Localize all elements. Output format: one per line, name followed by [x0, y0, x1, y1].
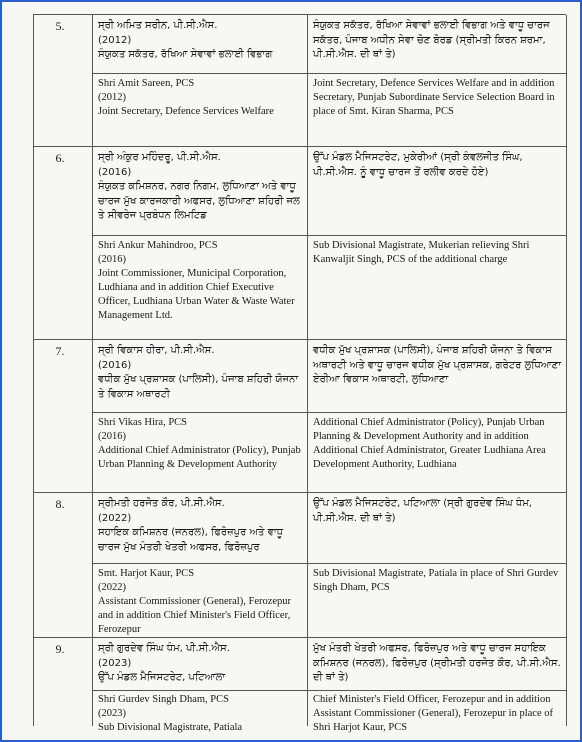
entry-number: 6. [55, 151, 65, 165]
english-current-posting: Shri Vikas Hira, PCS (2016) Additional Chief Administrator (Policy), Punjab Urban Planning & Development Authority [98, 417, 301, 470]
english-current-posting: Shri Gurdev Singh Dham, PCS (2023) Sub Divisional Magistrate, Patiala [98, 694, 243, 733]
punjabi-new-posting: ਉੱਪ ਮੰਡਲ ਮੈਜਿਸਟਰੇਟ, ਪਟਿਆਲਾ (ਸ੍ਰੀ ਗੁਰਦੇਵ ਸਿੰਘ ਧੰਮ, ਪੀ.ਸੀ.ਐਸ. ਦੀ ਥਾਂ ਤੇ) [313, 498, 532, 524]
entry-number: 9. [55, 642, 65, 656]
punjabi-new-posting: ਵਧੀਕ ਮੁੱਖ ਪ੍ਰਸ਼ਾਸਕ (ਪਾਲਿਸੀ), ਪੰਜਾਬ ਸ਼ਹਿਰੀ ਯੋਜਨਾ ਤੇ ਵਿਕਾਸ ਅਥਾਰਟੀ ਅਤੇ ਵਾਧੂ ਚਾਰਜ ਵਧੀਕ ਮੁੱਖ ਪ੍ਰਸ਼ਾਸਕ, ਗਰੇਟਰ ਲੁਧਿਆਣਾ ਏਰੀਆ ਵਿਕਾਸ ਅਥਾਰਟੀ, ਲੁਧਿਆਣਾ [313, 345, 562, 385]
table-row [34, 147, 567, 340]
english-current-posting: Smt. Harjot Kaur, PCS (2022) Assistant Commissioner (General), Ferozepur and in addition Chief Minister's Field Officer, Ferozepur [98, 568, 292, 635]
row-divider [92, 690, 566, 691]
english-new-posting: Joint Secretary, Defence Services Welfare and in addition Secretary, Punjab Subordinate Service Selection Board in place of Smt. Kiran Sharma, PCS [313, 78, 555, 117]
punjabi-new-posting: ਮੁੱਖ ਮੰਤਰੀ ਖੇਤਰੀ ਅਫਸਰ, ਫਿਰੋਜ਼ਪੁਰ ਅਤੇ ਵਾਧੂ ਚਾਰਜ ਸਹਾਇਕ ਕਮਿਸ਼ਨਰ (ਜਨਰਲ), ਫਿਰੋਜ਼ਪੁਰ (ਸ੍ਰੀਮਤੀ ਹਰਜੋਤ ਕੌਰ, ਪੀ.ਸੀ.ਐਸ. ਦੀ ਥਾਂ ਤੇ) [313, 643, 561, 683]
punjabi-current-posting: ਸ੍ਰੀ ਵਿਕਾਸ ਹੀਰਾ, ਪੀ.ਸੀ.ਐਸ. (2016) ਵਧੀਕ ਮੁੱਖ ਪ੍ਰਸ਼ਾਸਕ (ਪਾਲਿਸੀ), ਪੰਜਾਬ ਸ਼ਹਿਰੀ ਯੋਜਨਾ ਤੇ ਵਿਕਾਸ ਅਥਾਰਟੀ [98, 345, 299, 400]
punjabi-current-posting: ਸ੍ਰੀ ਅੰਕੁਰ ਮਹਿੰਦਰੂ, ਪੀ.ਸੀ.ਐਸ. (2016) ਸੰਯੁਕਤ ਕਮਿਸ਼ਨਰ, ਨਗਰ ਨਿਗਮ, ਲੁਧਿਆਣਾ ਅਤੇ ਵਾਧੂ ਚਾਰਜ ਮੁੱਖ ਕਾਰਜਕਾਰੀ ਅਫਸਰ, ਲੁਧਿਆਣਾ ਸ਼ਹਿਰੀ ਜਲ ਤੇ ਸੀਵਰੇਜ ਪ੍ਰਬੰਧਨ ਲਿਮਟਿਡ [98, 152, 300, 221]
table-row [34, 15, 567, 147]
punjabi-new-posting: ਉੱਪ ਮੰਡਲ ਮੈਜਿਸਟਰੇਟ, ਮੁਕੇਰੀਆਂ (ਸ੍ਰੀ ਕੰਵਲਜੀਤ ਸਿੰਘ, ਪੀ.ਸੀ.ਐਸ. ਨੂੰ ਵਾਧੂ ਚਾਰਜ ਤੋਂ ਰਲੀਵ ਕਰਦੇ ਹੋਏ) [313, 152, 523, 178]
punjabi-new-posting: ਸੰਯੁਕਤ ਸਕੱਤਰ, ਰੱਖਿਆ ਸੇਵਾਵਾਂ ਭਲਾਈ ਵਿਭਾਗ ਅਤੇ ਵਾਧੂ ਚਾਰਜ ਸਕੱਤਰ, ਪੰਜਾਬ ਅਧੀਨ ਸੇਵਾ ਚੋਣ ਬੋਰਡ (ਸ੍ਰੀਮਤੀ ਕਿਰਨ ਸ਼ਰਮਾ, ਪੀ.ਸੀ.ਐਸ. ਦੀ ਥਾਂ ਤੇ) [313, 20, 550, 60]
table-row [34, 638, 567, 733]
row-divider [92, 73, 566, 74]
posting-table [33, 14, 566, 733]
table-row [34, 493, 567, 638]
row-divider [92, 563, 566, 564]
row-divider [92, 235, 566, 236]
punjabi-current-posting: ਸ੍ਰੀ ਗੁਰਦੇਵ ਸਿੰਘ ਧੰਮ, ਪੀ.ਸੀ.ਐਸ. (2023) ਉੱਪ ਮੰਡਲ ਮੈਜਿਸਟਰੇਟ, ਪਟਿਆਲਾ [98, 643, 230, 683]
english-current-posting: Shri Amit Sareen, PCS (2012) Joint Secretary, Defence Services Welfare [98, 78, 274, 117]
punjabi-current-posting: ਸ੍ਰੀਮਤੀ ਹਰਜੋਤ ਕੌਰ, ਪੀ.ਸੀ.ਐਸ. (2022) ਸਹਾਇਕ ਕਮਿਸ਼ਨਰ (ਜਨਰਲ), ਫਿਰੋਜ਼ਪੁਰ ਅਤੇ ਵਾਧੂ ਚਾਰਜ ਮੁੱਖ ਮੰਤਰੀ ਖੇਤਰੀ ਅਫਸਰ, ਫਿਰੋਜ਼ਪੁਰ [98, 498, 284, 553]
row-divider [92, 412, 566, 413]
english-new-posting: Chief Minister's Field Officer, Ferozepur and in addition Assistant Commissioner (General), Ferozepur in place of Shri Harjot Kaur, PCS [313, 694, 553, 733]
english-new-posting: Additional Chief Administrator (Policy), Punjab Urban Planning & Development Authority and in addition Additional Chief Administrator, Greater Ludhiana Area Development Authority, Ludhiana [313, 417, 546, 470]
entry-number: 5. [55, 19, 65, 33]
english-new-posting: Sub Divisional Magistrate, Patiala in place of Shri Gurdev Singh Dham, PCS [313, 568, 559, 593]
english-new-posting: Sub Divisional Magistrate, Mukerian relieving Shri Kanwaljit Singh, PCS of the additional charge [313, 240, 530, 265]
english-current-posting: Shri Ankur Mahindroo, PCS (2016) Joint Commissioner, Municipal Corporation, Ludhiana and in addition Chief Executive Officer, Ludhiana Urban Water & Waste Water Management Ltd. [98, 240, 295, 321]
entry-number: 8. [55, 497, 65, 511]
entry-number: 7. [55, 344, 65, 358]
punjabi-current-posting: ਸ੍ਰੀ ਅਮਿਤ ਸਰੀਨ, ਪੀ.ਸੀ.ਐਸ. (2012) ਸੰਯੁਕਤ ਸਕੱਤਰ, ਰੱਖਿਆ ਸੇਵਾਵਾਂ ਭਲਾਈ ਵਿਭਾਗ [98, 20, 273, 60]
table-row [34, 340, 567, 493]
